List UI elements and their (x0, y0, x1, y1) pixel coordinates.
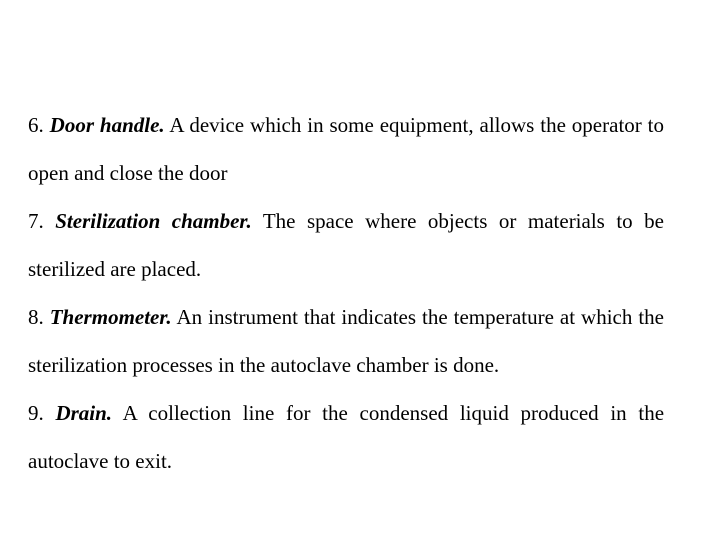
item-definition: The space where objects or materials to be sterilized are placed. (28, 209, 664, 281)
item-definition: A device which in some equipment, allows the operator to open and close the door (28, 113, 665, 185)
list-item-door-handle (28, 101, 664, 197)
item-definition: An instrument that indicates the temperature at which the sterilization processes in the autoclave chamber is done. (28, 305, 664, 377)
list-item-sterilization-chamber (28, 197, 664, 293)
list-item-drain (28, 389, 664, 485)
item-term: Door handle. (49, 113, 165, 137)
item-number: 6. (28, 113, 44, 137)
item-number: 7. (28, 209, 44, 233)
definition-list (28, 101, 664, 485)
item-term: Drain. (55, 401, 113, 425)
item-term: Sterilization chamber. (55, 209, 252, 233)
list-item-thermometer (28, 293, 664, 389)
item-term: Thermometer. (49, 305, 172, 329)
item-definition: A collection line for the condensed liquid produced in the autoclave to exit. (28, 401, 665, 473)
item-number: 8. (28, 305, 44, 329)
item-number: 9. (28, 401, 44, 425)
